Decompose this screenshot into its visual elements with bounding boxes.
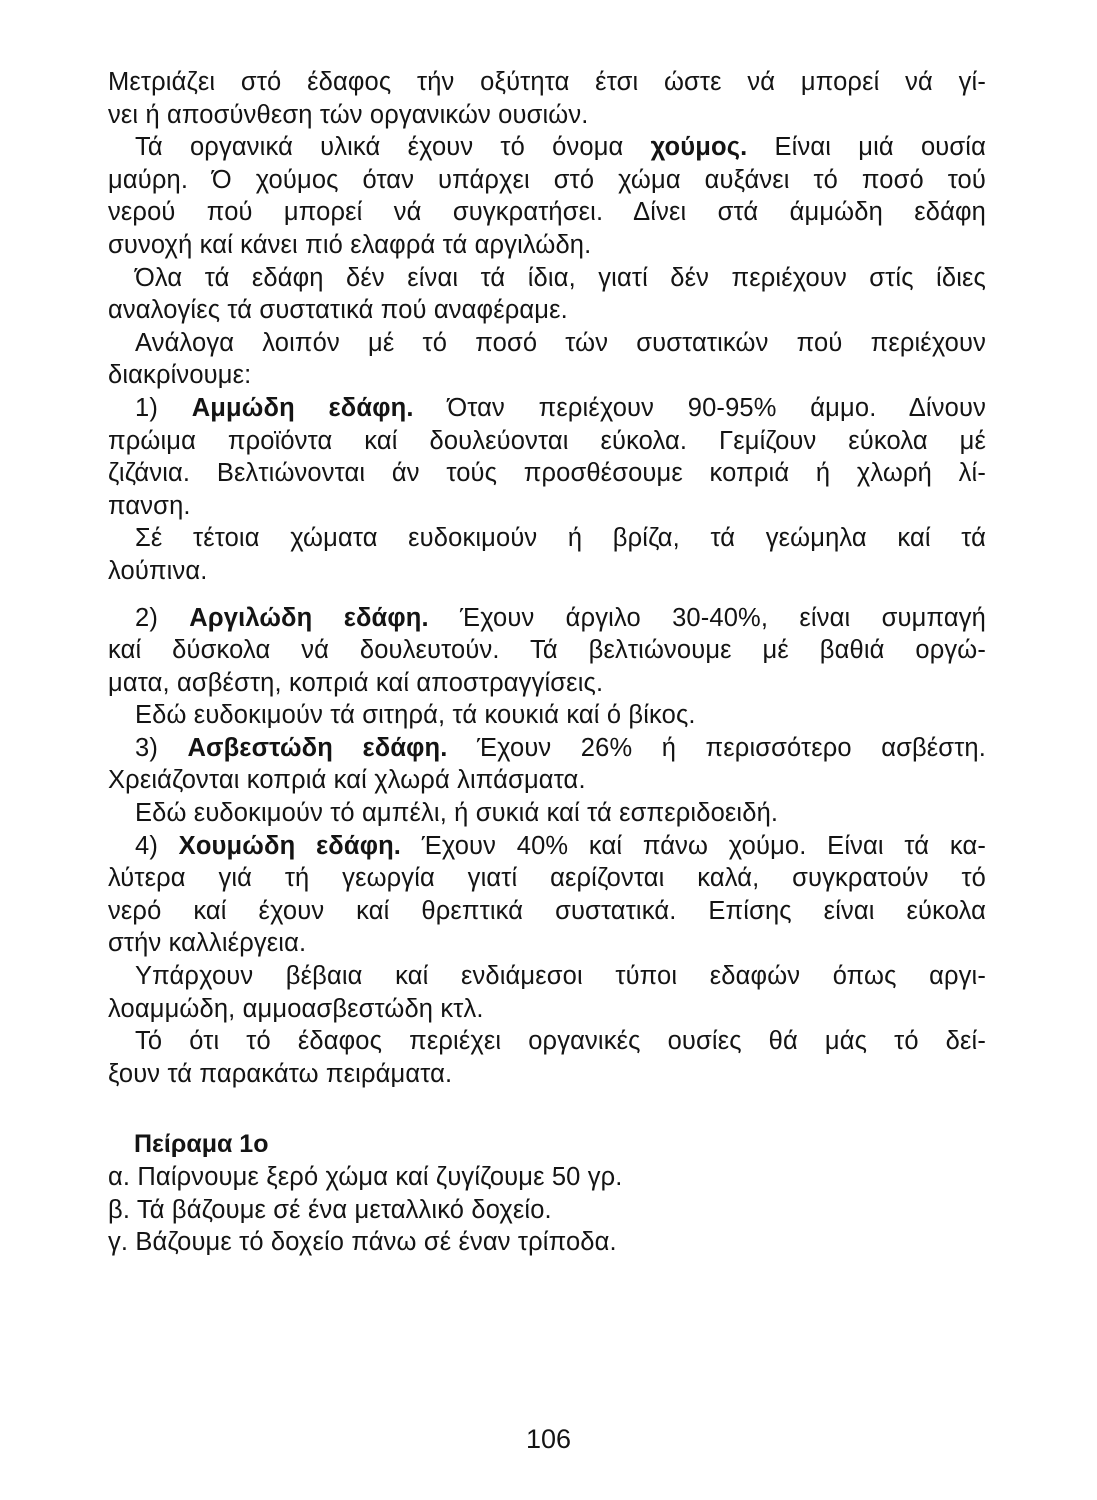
section-number: 4) <box>135 831 179 860</box>
text-line: στήν καλλιέργεια. <box>108 929 307 958</box>
text-line: ματα, ασβέστη, κοπριά καί αποστραγγίσεις. <box>108 668 604 697</box>
section-clay-heading <box>108 602 986 635</box>
text-line: Εδώ ευδοκιμούν τά σιτηρά, τά κουκιά καί ό βίκος. <box>135 701 696 730</box>
text-line: συνοχή καί κάνει πιό ελαφρά τά αργιλώδη. <box>108 230 592 259</box>
text-line: νερού πού μπορεί νά συγκρατήσει. Δίνει στά άμμώδη εδάφη <box>108 198 986 227</box>
section-title: Αμμώδη εδάφη. <box>191 393 414 422</box>
section-title: Χουμώδη εδάφη. <box>178 831 402 860</box>
text-line: καί δύσκολα νά δουλευτούν. Τά βελτιώνουμε μέ βαθιά οργώ- <box>108 636 986 665</box>
text-line: Εδώ ευδοκιμούν τό αμπέλι, ή συκιά καί τά εσπεριδοειδή. <box>135 799 779 828</box>
text-line: Όλα τά εδάφη δέν είναι τά ίδια, γιατί δέν περιέχουν στίς ίδιες <box>135 263 986 292</box>
text-span: Έχουν άργιλο 30-40%, είναι συμπαγή <box>428 603 986 632</box>
section-sandy-heading <box>108 392 986 425</box>
text-line: Υπάρχουν βέβαια καί ενδιάμεσοι τύποι εδαφών όπως αργι- <box>135 962 986 991</box>
experiment-step: α. Παίρνουμε ξερό χώμα καί ζυγίζουμε 50 γρ. <box>108 1163 623 1191</box>
text-line <box>108 131 986 164</box>
section-title: Αργιλώδη εδάφη. <box>189 603 429 632</box>
text-span: Έχουν 26% ή περισσότερο ασβέστη. <box>447 733 986 762</box>
experiment-step: β. Τά βάζουμε σέ ένα μεταλλικό δοχείο. <box>108 1195 552 1224</box>
text-line: πανση. <box>108 491 191 520</box>
text-line: νει ή αποσύνθεση τών οργανικών ουσιών. <box>108 100 589 129</box>
section-title: Ασβεστώδη εδάφη. <box>187 733 448 762</box>
text-line: λύτερα γιά τή γεωργία γιατί αερίζονται καλά, συγκρατούν τό <box>108 864 986 893</box>
page-number: 106 <box>525 1424 572 1454</box>
section-humus-heading <box>108 830 986 863</box>
text-line: αναλογίες τά συστατικά πού αναφέραμε. <box>108 296 568 325</box>
text-line: πρώιμα προϊόντα καί δουλεύονται εύκολα. Γεμίζουν εύκολα μέ <box>108 426 986 455</box>
term-humus: χούμος. <box>650 133 748 162</box>
text-line: λοαμμώδη, αμμοασβεστώδη κτλ. <box>108 994 484 1023</box>
section-number: 3) <box>135 733 188 762</box>
text-line: Σέ τέτοια χώματα ευδοκιμούν ή βρίζα, τά γεώμηλα καί τά <box>135 524 986 553</box>
text-span: Είναι μιά ουσία <box>747 133 986 162</box>
text-line: λούπινα. <box>108 556 208 585</box>
text-line: διακρίνουμε: <box>108 361 252 390</box>
text-line: Ανάλογα λοιπόν μέ τό ποσό τών συστατικών πού περιέχουν <box>135 328 986 357</box>
text-line: Τό ότι τό έδαφος περιέχει οργανικές ουσίες θά μάς τό δεί- <box>135 1027 986 1056</box>
section-number: 1) <box>135 393 192 422</box>
text-line: ξουν τά παρακάτω πειράματα. <box>108 1059 453 1088</box>
text-span: Έχουν 40% καί πάνω χούμο. Είναι τά κα- <box>401 831 986 860</box>
text-span: Όταν περιέχουν 90-95% άμμο. Δίνουν <box>413 393 986 422</box>
text-span: Τά οργανικά υλικά έχουν τό όνομα <box>135 133 651 162</box>
text-line: Μετριάζει στό έδαφος τήν οξύτητα έτσι ώστε νά μπορεί νά γί- <box>108 68 986 96</box>
section-gap <box>108 1090 986 1128</box>
text-line: μαύρη. Ό χούμος όταν υπάρχει στό χώμα αυξάνει τό ποσό τού <box>108 165 986 194</box>
section-number: 2) <box>135 603 190 632</box>
text-line: ζιζάνια. Βελτιώνονται άν τούς προσθέσουμε κοπριά ή χλωρή λί- <box>108 459 986 488</box>
paragraph-gap <box>108 588 986 602</box>
page-body <box>108 66 986 1259</box>
section-limestone-heading <box>108 732 986 765</box>
experiment-step: γ. Βάζουμε τό δοχείο πάνω σέ έναν τρίποδα. <box>108 1228 617 1257</box>
experiment-title: Πείραμα 1ο <box>134 1130 269 1159</box>
text-line: Χρειάζονται κοπριά καί χλωρά λιπάσματα. <box>108 766 586 795</box>
text-line: νερό καί έχουν καί θρεπτικά συστατικά. Επίσης είναι εύκολα <box>108 896 986 925</box>
